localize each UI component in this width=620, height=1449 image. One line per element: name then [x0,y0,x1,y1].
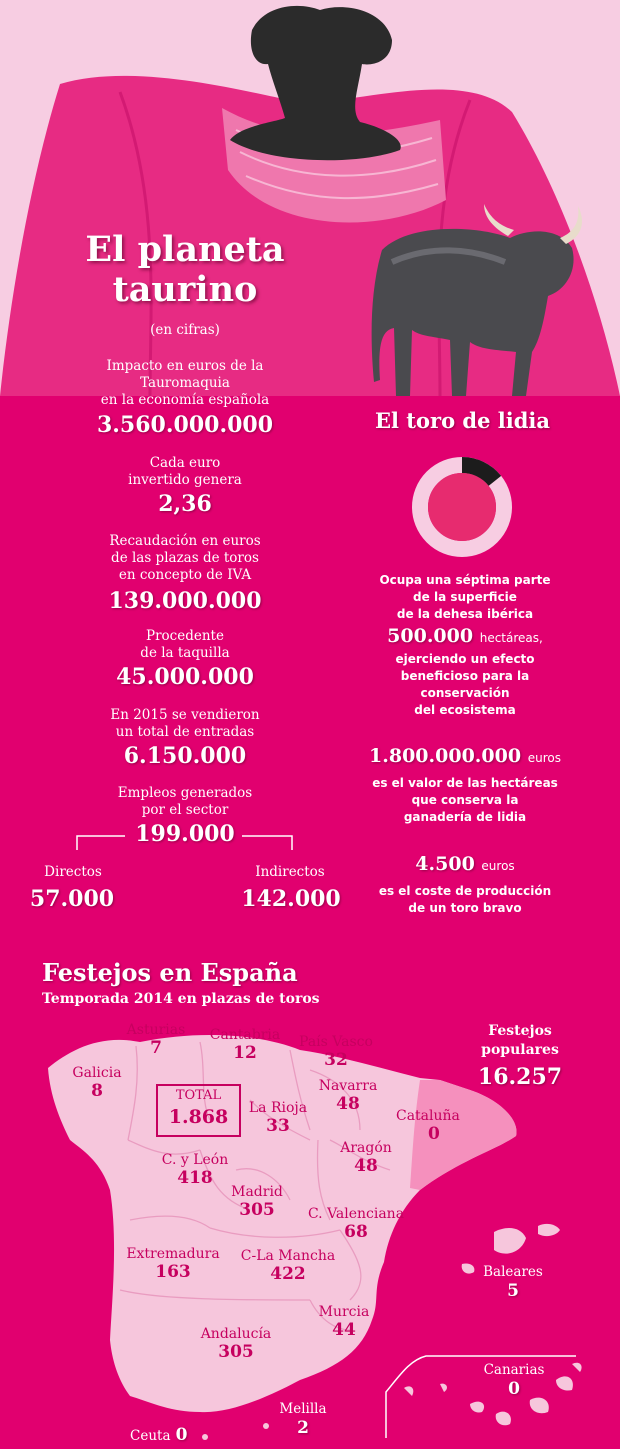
total-value: 1.868 [168,1106,229,1128]
region-name: Asturias [126,1022,186,1038]
land-value-text-line: es el valor de las hectáreas [372,776,558,790]
return-label [60,455,310,489]
region-asturias [116,1022,196,1058]
region-name: C. y León [161,1152,229,1168]
hectares-text-line: beneficioso para la [400,669,530,683]
region-name: Andalucía [200,1326,272,1342]
return-label-line: Cada euro [149,455,221,471]
region-name: Navarra [318,1078,378,1094]
ticket-label [60,628,310,662]
region-name: Madrid [231,1184,283,1200]
surface-text [345,572,585,623]
jobs-value: 199.000 [135,821,235,847]
impact-value: 3.560.000.000 [96,412,274,438]
ticket-label-line: Procedente [146,628,224,644]
hectares-unit: hectáreas, [479,631,543,645]
popular-label-line: populares [481,1042,559,1058]
region-value: 5 [507,1281,519,1301]
region-value: 68 [344,1222,368,1242]
direct-jobs-label: Directos [44,864,102,880]
region-ceuta [130,1425,200,1445]
hectares-text-line: conservación [420,686,510,700]
region-value: 305 [218,1342,254,1362]
festejos-subtitle: Temporada 2014 en plazas de toros [42,991,320,1007]
region-murcia [306,1304,382,1340]
region-cantabria [202,1027,288,1063]
tickets-label [60,707,310,741]
cost-text [345,883,585,917]
land-value-figure [345,745,585,767]
region-melilla [268,1401,338,1438]
region-value: 44 [332,1320,356,1340]
region-galicia [62,1065,132,1101]
region-name: Extremadura [126,1246,220,1262]
hectares-figure [345,625,585,647]
jobs-label-line: Empleos generados [117,785,253,801]
impact-label-line: en la economía española [100,392,270,408]
vat-label-line: de las plazas de toros [111,550,259,566]
cost-value: 4.500 [415,853,475,875]
jobs-label-line: por el sector [141,802,229,818]
region-name: La Rioja [248,1100,308,1116]
region-name: Melilla [279,1401,327,1417]
main-title-line1: El planeta [85,229,285,270]
indirect-jobs-label: Indirectos [255,864,325,880]
region-pais-vasco [288,1034,384,1070]
impact-label-line: Tauromaquia [140,375,230,391]
main-title [70,230,300,310]
ticket-value: 45.000.000 [116,664,254,690]
land-value-unit: euros [527,751,561,765]
vat-value: 139.000.000 [108,588,262,614]
vat-label [60,533,310,584]
region-navarra [310,1078,386,1114]
return-value: 2,36 [158,491,212,517]
hectares-value: 500.000 [387,625,474,647]
impact-label-line: Impacto en euros de la [106,358,264,374]
indirect-jobs-value: 142.000 [241,886,341,912]
jobs-label [60,785,310,819]
surface-text-line: Ocupa una séptima parte [379,573,551,587]
festejos-title: Festejos en España [42,958,298,987]
cost-figure [345,853,585,875]
region-name: C. Valenciana [307,1206,405,1222]
region-value: 7 [150,1038,162,1058]
region-value: 0 [175,1425,188,1445]
region-value: 12 [233,1043,257,1063]
region-name: País Vasco [299,1034,373,1050]
region-madrid [222,1184,292,1220]
tickets-label-line: En 2015 se vendieron [110,707,260,723]
impact-label [60,358,310,409]
land-value: 1.800.000.000 [369,745,522,767]
region-name: Galicia [72,1065,122,1081]
vat-label-line: Recaudación en euros [109,533,261,549]
region-baleares [470,1264,556,1301]
return-label-line: invertido genera [128,472,242,488]
region-value: 8 [91,1081,103,1101]
region-andalucia [188,1326,284,1362]
surface-text-line: de la dehesa ibérica [396,607,534,621]
cost-text-line: de un toro bravo [408,901,522,915]
popular-label-line: Festejos [488,1023,552,1039]
land-value-text-line: que conserva la [411,793,519,807]
region-value: 0 [508,1379,520,1399]
vat-label-line: en concepto de IVA [118,567,252,583]
region-value: 48 [354,1156,378,1176]
region-la-rioja [240,1100,316,1136]
tickets-label-line: un total de entradas [115,724,255,740]
land-value-text [345,775,585,826]
region-name: Ceuta [130,1428,171,1444]
region-name: Cantabria [209,1027,281,1043]
region-cataluna [396,1108,480,1144]
popular-label [460,1022,580,1060]
toro-title: El toro de lidia [375,408,550,433]
subtitle: (en cifras) [150,322,220,338]
region-value: 2 [297,1418,309,1438]
region-name: Cataluña [396,1108,460,1124]
land-value-text-line: ganadería de lidia [403,810,527,824]
region-aragon [330,1140,402,1176]
main-title-line2: taurino [112,269,258,310]
ticket-label-line: de la taquilla [140,645,230,661]
region-c-la-mancha [232,1248,344,1284]
region-canarias [472,1362,556,1399]
region-name: C-La Mancha [240,1248,336,1264]
region-name: Murcia [318,1304,370,1320]
hectares-text [345,651,585,719]
region-value: 418 [177,1168,213,1188]
surface-text-line: de la superficie [413,590,517,604]
region-value: 0 [428,1124,440,1144]
region-castilla-leon [155,1152,235,1188]
tickets-value: 6.150.000 [123,743,247,769]
region-value: 32 [324,1050,348,1070]
cost-text-line: es el coste de producción [378,884,552,898]
region-name: Aragón [340,1140,392,1156]
total-label: TOTAL [175,1088,222,1103]
region-value: 163 [155,1262,191,1282]
direct-jobs-value: 57.000 [29,886,115,912]
region-value: 422 [270,1264,306,1284]
popular-value: 16.257 [477,1064,563,1090]
region-name: Baleares [483,1264,543,1280]
region-extremadura [118,1246,228,1282]
region-c-valenciana [300,1206,412,1242]
region-name: Canarias [483,1362,545,1378]
hectares-text-line: ejerciendo un efecto [395,652,535,666]
region-value: 305 [239,1200,275,1220]
region-value: 33 [266,1116,290,1136]
cost-unit: euros [481,859,515,873]
region-value: 48 [336,1094,360,1114]
hectares-text-line: del ecosistema [414,703,516,717]
